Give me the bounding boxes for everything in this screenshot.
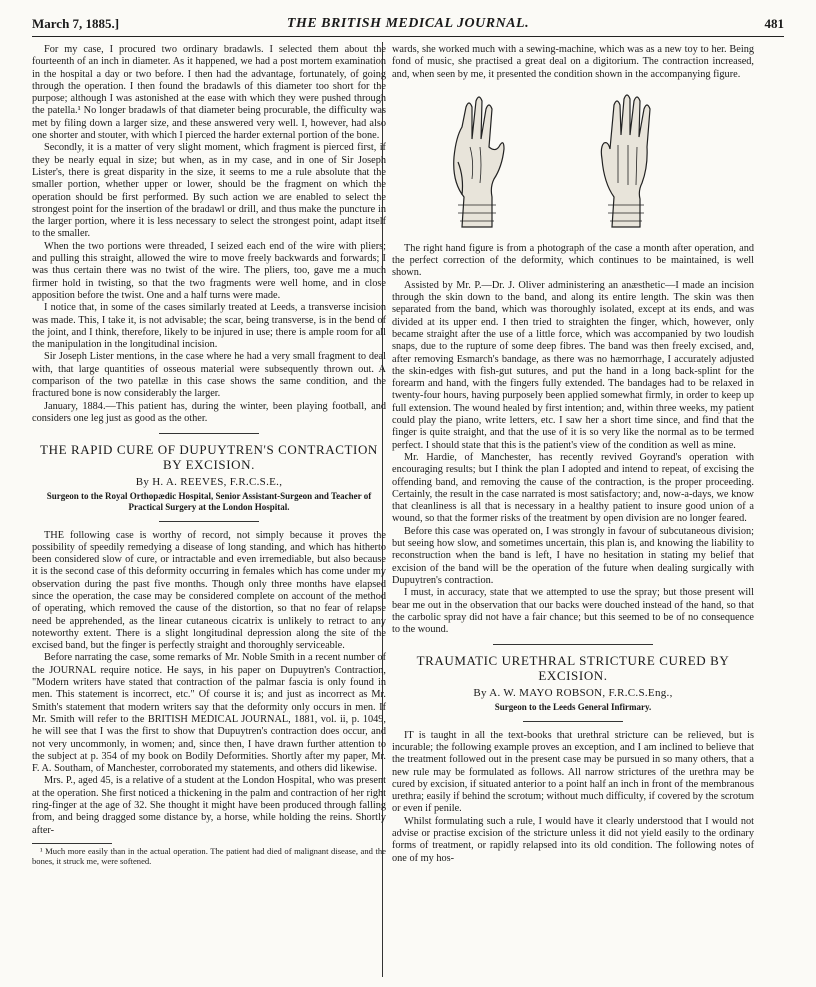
paragraph: The right hand figure is from a photograph of the case a month after operation, and the perfect correction of the deformity, which continues to be maintained, is well shown. (392, 242, 754, 279)
paragraph: Sir Joseph Lister mentions, in the case where he had a very small fragment to deal with, that large quantities of osseous material were subsequently thrown out. A comparison of the two patellæ in this case shows the same condition, and the fractured bone is now considerably the larger. (32, 351, 386, 400)
right-column (392, 44, 754, 865)
footnote: ¹ Much more easily than in the actual operation. The patient had died of malignant disease, and the bones, it struck me, were softened. (32, 845, 386, 866)
paragraph: I notice that, in some of the cases similarly treated at Leeds, a transverse incision was made. This, I take it, is not advisable; the scar, being transverse, is in the bend of the joint, and I think, therefore, likely to be injured in use; there is ample room for all the manipulation in the longitudinal incision. (32, 302, 386, 351)
page-number: 481 (764, 16, 784, 31)
paragraph: Before this case was operated on, I was strongly in favour of subcutaneous division; but seeing how slow, and sometimes uncertain, this plan is, and knowing the liability to reconstruction when the band is left, I have no hesitation in stating my belief that excision of the band will be the operation of the future when dealing surgically with Dupuytren's contraction. (392, 525, 754, 586)
paragraph: Assisted by Mr. P.—Dr. J. Oliver administering an anæsthetic—I made an incision through the skin down to the band, and along its entire length. The skin was then separated from the band, which was thoroughly isolated, except at its ends, and was divided at its upper end. I then tried to straighten the finger, which, however, only became straight after the use of a little force, which was accompanied by two loudish snaps, due to the rupture of some deep fibres. The band was then freely excised, and, after removing Esmarch's bandage, as there was no hæmorrhage, I accurately adjusted the skin-edges with fish-gut sutures, and put the hand in a long back-splint for the forearm and hand, with the fingers fully extended. The bandages had to be relaxed in twenty-four hours, having purposely been applied somewhat firmly, in order to keep up full extension. The wound healed by first intention; and, within three weeks, my patient could play the piano, write letters, etc. I saw her a short time since, and find that the finger is quite straight, and that the use of it is so very like the normal as to be termed perfect. I should state that this is the patient's view of the condition as well as mine. (392, 279, 754, 451)
article-title: TRAUMATIC URETHRAL STRICTURE CURED BY EXCISION. (416, 653, 730, 684)
author-byline: By A. W. MAYO ROBSON, F.R.C.S.Eng., (473, 687, 673, 700)
paragraph: Mr. Hardie, of Manchester, has recently revived Goyrand's operation with encouraging results; but I think the plan I adopted and intend to repeat, of excising the offending band, and removing the cause of the contraction, is the proper proceeding. Certainly, the result in the case narrated is most satisfactory; and, now-a-days, we know that cleanliness is all that is necessary in a healthy patient to insure good union of a wound, so that the former risks of the treatment by open division are no longer feared. (392, 451, 754, 525)
section-rule (493, 644, 653, 645)
straightened-hand-icon (601, 95, 650, 227)
paragraph: For my case, I procured two ordinary bradawls. I selected them about the fourteenth of an inch in diameter. As it happened, we had a post mortem examination in the hospital a day or two before. I then had the advantage, fortunately, of going through the operation. I then found the bradawls of this diameter too short for the purpose; although I was astonished at the ease with which they were pushed through the patella.¹ No longer bradawls of that diameter being procurable, the difficulty was met by filing down a larger size, and these answered very well. I, however, had also one shorter and stouter, with which I pierced the harder external portion of the bone. (32, 44, 386, 142)
hand-figure-svg (392, 87, 754, 237)
paragraph: Mrs. P., aged 45, is a relative of a student at the London Hospital, who was present at the operation. She first noticed a thickening in the palm and contraction of her right ring-finger at the age of 32. She thought it might have been produced through falling from, and being dragged some distance by, a horse, while holding the reins. Shortly after- (32, 775, 386, 836)
paragraph: January, 1884.—This patient has, during the winter, been playing football, and considers one leg just as good as the other. (32, 400, 386, 424)
contracted-hand-icon (454, 97, 504, 227)
author-affiliation: Surgeon to the Leeds General Infirmary. (494, 701, 652, 712)
paragraph: THE following case is worthy of record, not simply because it proves the possibility of speedily remedying a disease of long standing, and which has hitherto been considered slow of cure, or intractable and even irremediable, but also because it is the second case of this deformity occurring in females which has come under my observation during the past five months. Though only three months have elapsed since the operation, the case may be considered complete on account of the method of operating, which removed the cause of the distortion, so that no fear of relapse need be apprehended, as the linear cutaneous cicatrix is unlikely to retract to any noteworthy extent. There is a slight longitudinal depression along the site of the excised band, but the finger is perfectly straight and thoroughly serviceable. (32, 529, 386, 652)
paragraph: wards, she worked much with a sewing-machine, which was as a new toy to her. Being fond of music, she practised a great deal on a digitorium. The contraction increased, and, when seen by me, it presented the condition shown in the accompanying figure. (392, 44, 754, 80)
journal-title: THE BRITISH MEDICAL JOURNAL. (286, 16, 530, 31)
paragraph: I must, in accuracy, state that we attempted to use the spray; but those present will bear me out in the observation that our backs were douched instead of the hand, so that the carbolic spray did not have a fair chance; but this seemed to be of no consequence to the wound. (392, 587, 754, 636)
footnote-rule (32, 843, 112, 844)
left-column (32, 44, 386, 866)
author-affiliation: Surgeon to the Royal Orthopædic Hospital, Senior Assistant-Surgeon and Teacher of Practical Surgery at the London Hospital. (46, 490, 372, 512)
issue-date: March 7, 1885.] (32, 16, 120, 31)
hand-figure (392, 87, 746, 237)
author-byline: By H. A. REEVES, F.R.C.S.E., (135, 476, 283, 489)
paragraph: Secondly, it is a matter of very slight moment, which fragment is pierced first, if they be nearly equal in size; but when, as in my case, and in one of Sir Joseph Lister's, there is great disparity in the size, it seems to me a rule absolute that the smaller portion, whether upper or lower, should be the fragment on which the operation should be first performed. By such action we are enabled to select the strongest point for the insertion of the bradawl or drill, and thus make the puncture in the larger portion, where it is less necessary to select the strongest point, adapt itself to the smaller. (32, 142, 386, 240)
article-title: THE RAPID CURE OF DUPUYTREN'S CONTRACTION BY EXCISION. (40, 442, 378, 473)
running-header (32, 10, 784, 37)
section-rule (159, 433, 259, 434)
byline-rule (523, 721, 623, 722)
paragraph: Before narrating the case, some remarks of Mr. Noble Smith in a recent number of the JOURNAL require notice. He says, in his paper on Dupuytren's Contraction, "Modern writers have stated that contraction of the palmar fascia is only found in men. This statement is incorrect, etc." Of course it is; and just as incorrect as Mr. Smith's statement that modern writers say that the deformity only occurs in men. If Mr. Smith will refer to the BRITISH MEDICAL JOURNAL, 1881, vol. ii, p. 1049, he will see that I was the first to show that Dupuytren's contraction does occur, and not very uncommonly, in women; and, since then, I have drawn further attention to the subject at p. 354 of my book on Bodily Deformities. Shortly after my paper, Mr. F. A. Southam, of Manchester, corroborated my statements, and others did likewise. (32, 652, 386, 775)
paragraph: Whilst formulating such a rule, I would have it clearly understood that I would not advise or practise excision of the stricture unless it did not yield easily to the ordinary forms of treatment, or rapidly relapsed into its old condition. The following notes of one of my hos- (392, 815, 754, 864)
byline-rule (159, 521, 259, 522)
paragraph: When the two portions were threaded, I seized each end of the wire with pliers; and pulling this straight, allowed the wire to move freely backwards and forwards; I was thus certain there was no twist of the wire. The pliers, too, gave me a much firmer hold in twisting, so that the two fragments were well home, and in close apposition before the twist. One and a half turns were made. (32, 240, 386, 301)
paragraph: IT is taught in all the text-books that urethral stricture can be relieved, but is incurable; the following example proves an exception, and I am inclined to believe that the treatment followed out in the present case may be pursued in so many others, that a new rule may be formulated as follows. All narrow strictures of the urethra may be cured by excision, if situated anterior to a point half an inch in front of the membranous urethra; easily if behind the scrotum; without much difficulty, if covered by the scrotum or even if penile. (392, 729, 754, 815)
